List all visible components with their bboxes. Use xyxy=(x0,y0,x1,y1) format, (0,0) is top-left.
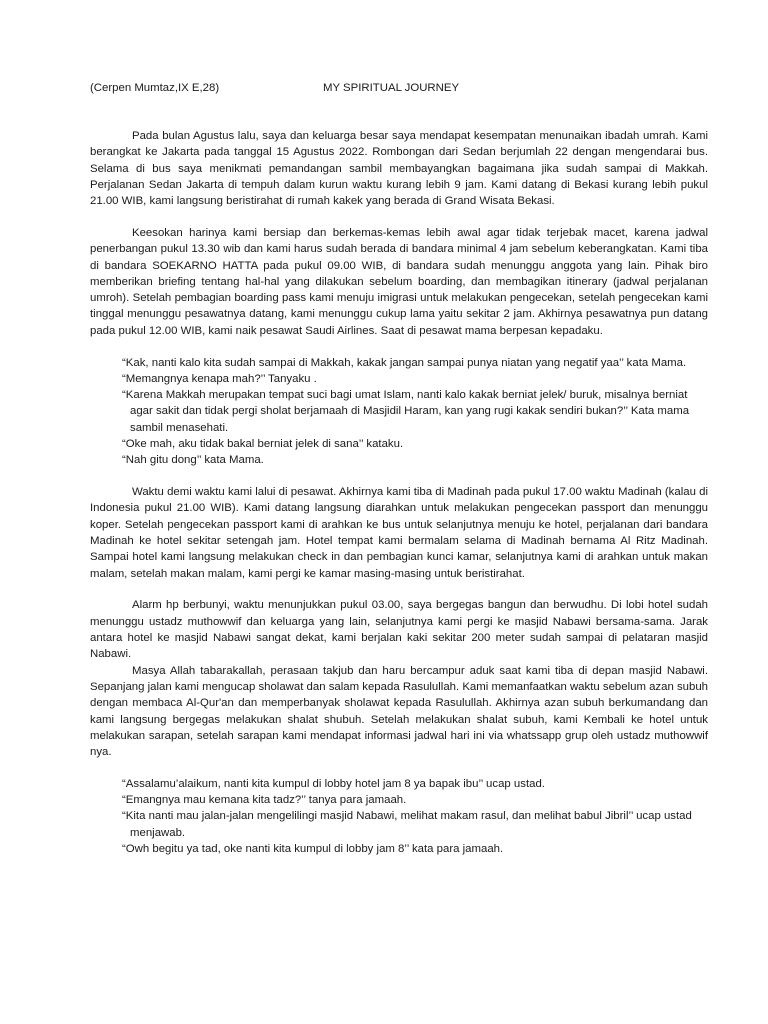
dialogue-line: “Assalamu’alaikum, nanti kita kumpul di lobby hotel jam 8 ya bapak ibu’’ ucap ustad. xyxy=(122,777,545,790)
paragraph-4: Alarm hp berbunyi, waktu menunjukkan pukul 03.00, saya bergegas bangun dan berwudhu. Di lobi hotel sudah menunggu ustadz muthowwif dan keluarga yang lain, selanjutnya kami pergi ke masjid Nabawi bersama-sama. Jarak antara hotel ke masjid Nabawi sangat dekat, kami berjalan kaki sekitar 200 meter sudah sampai di pelataran masjid Nabawi. xyxy=(90,599,708,661)
dialogue-line: “Emangnya mau kemana kita tadz?’’ tanya para jamaah. xyxy=(122,794,407,807)
dialogue-line: “Karena Makkah merupakan tempat suci bagi umat Islam, nanti kalo kakak berniat jelek/ buruk, misalnya berniat agar sakit dan tidak pergi sholat berjamaah di Masjidil Haram, kan yang rugi kakak sendiri bukan?’’ Kata mama sambil menasehati. xyxy=(122,389,690,434)
paragraph-1: Pada bulan Agustus lalu, saya dan keluarga besar saya mendapat kesempatan menunaikan ibadah umrah. Kami berangkat ke Jakarta pada tanggal 15 Agustus 2022. Rombongan dari Sedan berjumlah 22 dengan mengendarai bus. Selama di bus saya menikmati pemandangan sambil membayangkan bagaimana jika sudah sampai di Makkah. Perjalanan Sedan Jakarta di tempuh dalam kurun waktu kurang lebih 9 jam. Kami datang di Bekasi kurang lebih pukul 21.00 WIB, kami langsung beristirahat di rumah kakek yang berada di Grand Wisata Bekasi. xyxy=(90,130,708,208)
story-title: MY SPIRITUAL JOURNEY xyxy=(323,82,460,94)
author-line: (Cerpen Mumtaz,IX E,28) xyxy=(90,82,220,94)
document-heading xyxy=(90,80,708,96)
paragraph-5: Masya Allah tabarakallah, perasaan takjub dan haru bercampur aduk saat kami tiba di depan masjid Nabawi. Sepanjang jalan kami mengucap sholawat dan salam kepada Rasulullah. Kami memanfaatkan waktu sebelum azan subuh dengan membaca Al-Qur'an dan memperbanyak sholawat kepada Rasulullah. Akhirnya azan subuh berkumandang dan kami langsung bergegas melakukan shalat shubuh. Setelah melakukan shalat subuh, kami Kembali ke hotel untuk melakukan sarapan, setelah sarapan kami mendapat informasi jadwal hari ini via whatssapp grup oleh ustadz muthowwif nya. xyxy=(90,664,708,759)
dialogue-line: “Memangnya kenapa mah?’’ Tanyaku . xyxy=(122,372,317,385)
paragraph-2: Keesokan harinya kami bersiap dan berkemas-kemas lebih awal agar tidak terjebak macet, karena jadwal penerbangan pukul 13.30 wib dan kami harus sudah berada di bandara minimal 4 jam sebelum keberangkatan. Kami tiba di bandara SOEKARNO HATTA pada pukul 09.00 WIB, di bandara sudah menunggu anggota yang lain. Pihak biro memberikan briefing tentang hal-hal yang dilakukan sebelum boarding, dan membagikan itinerary (jadwal perjalanan umroh). Setelah pembagian boarding pass kami menuju imigrasi untuk melakukan pengecekan, setelah pengecekan kami tinggal menunggu pesawatnya datang, kami menunggu cukup lama yaitu sekitar 2 jam. Akhirnya pesawatnya pun datang pada pukul 12.00 WIB, kami naik pesawat Saudi Airlines. Saat di pesawat mama berpesan kepadaku. xyxy=(90,226,708,337)
dialogue-line: “Kak, nanti kalo kita sudah sampai di Makkah, kakak jangan sampai punya niatan yang negatif yaa’’ kata Mama. xyxy=(122,356,687,369)
dialogue-line: “Kita nanti mau jalan-jalan mengelilingi masjid Nabawi, melihat makam rasul, dan melihat babul Jibril’’ ucap ustad menjawab. xyxy=(122,810,692,839)
story-body xyxy=(90,128,708,857)
paragraph-3: Waktu demi waktu kami lalui di pesawat. Akhirnya kami tiba di Madinah pada pukul 17.00 waktu Madinah (kalau di Indonesia pukul 21.00 WIB). Kami datang langsung diarahkan untuk melakukan pengecekan passport dan menunggu koper. Setelah pengecekan passport kami di arahkan ke bus untuk selanjutnya menuju ke hotel, perjalanan dari bandara Madinah ke hotel sekitar setengah jam. Hotel tempat kami bermalam selama di Madinah bernama Al Ritz Madinah. Sampai hotel kami langsung melakukan check in dan pembagian kunci kamar, selanjutnya kami di arahkan untuk makan malam, setelah makan malam, kami pergi ke kamar masing-masing untuk beristirahat. xyxy=(90,486,708,580)
dialogue-line: “Owh begitu ya tad, oke nanti kita kumpul di lobby jam 8’’ kata para jamaah. xyxy=(122,843,504,856)
dialogue-line: “Oke mah, aku tidak bakal berniat jelek di sana’’ kataku. xyxy=(122,438,404,451)
dialogue-line: “Nah gitu dong’’ kata Mama. xyxy=(122,454,264,467)
